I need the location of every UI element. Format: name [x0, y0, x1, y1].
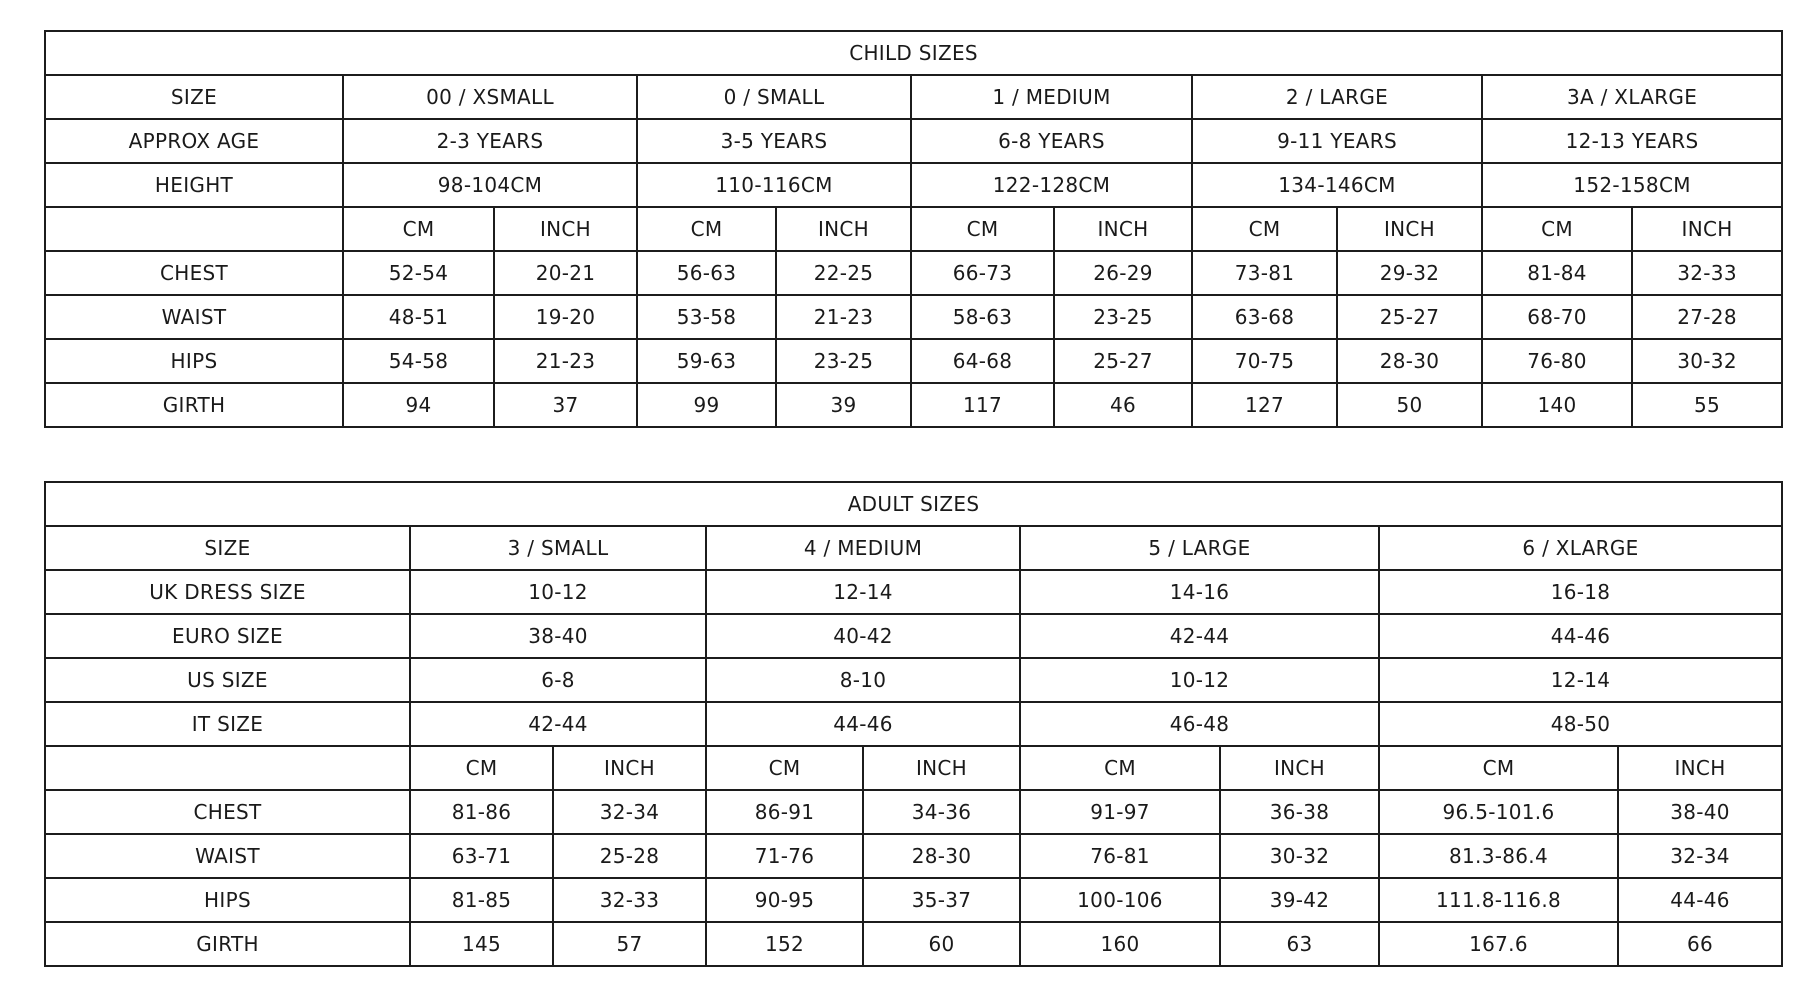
measure-cell: 145: [410, 922, 553, 966]
unit-inch-header: INCH: [1054, 207, 1192, 251]
info-cell: 38-40: [410, 614, 706, 658]
size-header: 0 / SMALL: [637, 75, 911, 119]
info-cell: 152-158CM: [1482, 163, 1782, 207]
measure-cell: 25-27: [1337, 295, 1482, 339]
row-label: CHEST: [45, 790, 410, 834]
measure-cell: 54-58: [343, 339, 494, 383]
measure-cell: 29-32: [1337, 251, 1482, 295]
measure-cell: 52-54: [343, 251, 494, 295]
measure-cell: 28-30: [1337, 339, 1482, 383]
measure-cell: 38-40: [1618, 790, 1782, 834]
measure-cell: 20-21: [494, 251, 637, 295]
measure-cell: 76-81: [1020, 834, 1220, 878]
measure-cell: 59-63: [637, 339, 776, 383]
measure-cell: 70-75: [1192, 339, 1337, 383]
unit-inch-header: INCH: [1220, 746, 1379, 790]
measure-cell: 25-28: [553, 834, 706, 878]
unit-cm-header: CM: [911, 207, 1054, 251]
row-label: GIRTH: [45, 922, 410, 966]
measure-cell: 58-63: [911, 295, 1054, 339]
measure-cell: 48-51: [343, 295, 494, 339]
unit-cm-header: CM: [1482, 207, 1632, 251]
unit-cm-header: CM: [637, 207, 776, 251]
measure-cell: 23-25: [776, 339, 911, 383]
size-header: 1 / MEDIUM: [911, 75, 1192, 119]
measure-cell: 71-76: [706, 834, 863, 878]
measure-cell: 46: [1054, 383, 1192, 427]
info-cell: 42-44: [1020, 614, 1379, 658]
measure-cell: 100-106: [1020, 878, 1220, 922]
info-cell: 44-46: [1379, 614, 1782, 658]
measure-cell: 81-84: [1482, 251, 1632, 295]
measure-cell: 21-23: [494, 339, 637, 383]
measure-row: [45, 295, 1782, 339]
row-label: CHEST: [45, 251, 343, 295]
measure-cell: 28-30: [863, 834, 1020, 878]
measure-cell: 81-85: [410, 878, 553, 922]
info-cell: 14-16: [1020, 570, 1379, 614]
table-title-row: [45, 31, 1782, 75]
table-title: ADULT SIZES: [45, 482, 1782, 526]
info-cell: 134-146CM: [1192, 163, 1482, 207]
measure-cell: 117: [911, 383, 1054, 427]
measure-cell: 32-33: [553, 878, 706, 922]
measure-cell: 39: [776, 383, 911, 427]
info-cell: 6-8: [410, 658, 706, 702]
unit-inch-header: INCH: [1618, 746, 1782, 790]
unit-inch-header: INCH: [1632, 207, 1782, 251]
measure-cell: 140: [1482, 383, 1632, 427]
measure-cell: 56-63: [637, 251, 776, 295]
measure-cell: 68-70: [1482, 295, 1632, 339]
measure-cell: 111.8-116.8: [1379, 878, 1618, 922]
unit-cm-header: CM: [1379, 746, 1618, 790]
measure-cell: 81-86: [410, 790, 553, 834]
info-row: [45, 614, 1782, 658]
measure-cell: 19-20: [494, 295, 637, 339]
size-row: [45, 526, 1782, 570]
unit-cm-header: CM: [1020, 746, 1220, 790]
measure-row: [45, 251, 1782, 295]
child-sizes-table: [44, 30, 1783, 428]
measure-cell: 86-91: [706, 790, 863, 834]
measure-row: [45, 834, 1782, 878]
size-row: [45, 75, 1782, 119]
measure-cell: 90-95: [706, 878, 863, 922]
measure-cell: 27-28: [1632, 295, 1782, 339]
measure-cell: 94: [343, 383, 494, 427]
measure-cell: 152: [706, 922, 863, 966]
info-cell: 3-5 YEARS: [637, 119, 911, 163]
info-cell: 8-10: [706, 658, 1020, 702]
row-label: SIZE: [45, 75, 343, 119]
unit-cm-header: CM: [410, 746, 553, 790]
info-cell: 12-13 YEARS: [1482, 119, 1782, 163]
size-header: 00 / XSMALL: [343, 75, 637, 119]
info-cell: 42-44: [410, 702, 706, 746]
info-cell: 9-11 YEARS: [1192, 119, 1482, 163]
measure-row: [45, 922, 1782, 966]
measure-cell: 30-32: [1220, 834, 1379, 878]
unit-inch-header: INCH: [494, 207, 637, 251]
measure-cell: 35-37: [863, 878, 1020, 922]
measure-cell: 44-46: [1618, 878, 1782, 922]
info-cell: 46-48: [1020, 702, 1379, 746]
measure-cell: 25-27: [1054, 339, 1192, 383]
size-header: 6 / XLARGE: [1379, 526, 1782, 570]
size-header: 3A / XLARGE: [1482, 75, 1782, 119]
row-label: SIZE: [45, 526, 410, 570]
size-header: 2 / LARGE: [1192, 75, 1482, 119]
row-label: GIRTH: [45, 383, 343, 427]
row-label: US SIZE: [45, 658, 410, 702]
row-label: HIPS: [45, 339, 343, 383]
measure-cell: 63-71: [410, 834, 553, 878]
unit-cm-header: CM: [1192, 207, 1337, 251]
measure-cell: 22-25: [776, 251, 911, 295]
measure-cell: 50: [1337, 383, 1482, 427]
size-header: 4 / MEDIUM: [706, 526, 1020, 570]
info-row: [45, 702, 1782, 746]
size-header: 5 / LARGE: [1020, 526, 1379, 570]
info-cell: 40-42: [706, 614, 1020, 658]
measure-row: [45, 878, 1782, 922]
measure-cell: 81.3-86.4: [1379, 834, 1618, 878]
info-cell: 98-104CM: [343, 163, 637, 207]
unit-row: [45, 746, 1782, 790]
measure-cell: 26-29: [1054, 251, 1192, 295]
info-cell: 122-128CM: [911, 163, 1192, 207]
measure-cell: 21-23: [776, 295, 911, 339]
unit-inch-header: INCH: [776, 207, 911, 251]
measure-cell: 53-58: [637, 295, 776, 339]
adult-sizes-table: [44, 481, 1783, 967]
measure-cell: 63-68: [1192, 295, 1337, 339]
info-cell: 48-50: [1379, 702, 1782, 746]
measure-cell: 23-25: [1054, 295, 1192, 339]
measure-cell: 57: [553, 922, 706, 966]
measure-cell: 64-68: [911, 339, 1054, 383]
unit-inch-header: INCH: [863, 746, 1020, 790]
blank-cell: [45, 207, 343, 251]
row-label: WAIST: [45, 295, 343, 339]
row-label: APPROX AGE: [45, 119, 343, 163]
measure-cell: 63: [1220, 922, 1379, 966]
measure-cell: 32-34: [1618, 834, 1782, 878]
measure-cell: 73-81: [1192, 251, 1337, 295]
row-label: IT SIZE: [45, 702, 410, 746]
info-cell: 12-14: [706, 570, 1020, 614]
measure-cell: 127: [1192, 383, 1337, 427]
row-label: HEIGHT: [45, 163, 343, 207]
blank-cell: [45, 746, 410, 790]
info-cell: 10-12: [1020, 658, 1379, 702]
info-cell: 2-3 YEARS: [343, 119, 637, 163]
measure-cell: 39-42: [1220, 878, 1379, 922]
size-header: 3 / SMALL: [410, 526, 706, 570]
measure-cell: 55: [1632, 383, 1782, 427]
measure-cell: 32-33: [1632, 251, 1782, 295]
info-cell: 16-18: [1379, 570, 1782, 614]
info-row: [45, 163, 1782, 207]
info-cell: 10-12: [410, 570, 706, 614]
table-title: CHILD SIZES: [45, 31, 1782, 75]
measure-cell: 167.6: [1379, 922, 1618, 966]
measure-cell: 160: [1020, 922, 1220, 966]
measure-row: [45, 383, 1782, 427]
row-label: WAIST: [45, 834, 410, 878]
info-cell: 110-116CM: [637, 163, 911, 207]
table-title-row: [45, 482, 1782, 526]
measure-cell: 60: [863, 922, 1020, 966]
measure-cell: 66: [1618, 922, 1782, 966]
unit-cm-header: CM: [343, 207, 494, 251]
unit-cm-header: CM: [706, 746, 863, 790]
unit-inch-header: INCH: [553, 746, 706, 790]
info-cell: 12-14: [1379, 658, 1782, 702]
info-row: [45, 570, 1782, 614]
measure-row: [45, 790, 1782, 834]
unit-inch-header: INCH: [1337, 207, 1482, 251]
measure-row: [45, 339, 1782, 383]
measure-cell: 91-97: [1020, 790, 1220, 834]
row-label: HIPS: [45, 878, 410, 922]
measure-cell: 32-34: [553, 790, 706, 834]
measure-cell: 36-38: [1220, 790, 1379, 834]
info-cell: 6-8 YEARS: [911, 119, 1192, 163]
measure-cell: 37: [494, 383, 637, 427]
info-row: [45, 658, 1782, 702]
measure-cell: 76-80: [1482, 339, 1632, 383]
row-label: UK DRESS SIZE: [45, 570, 410, 614]
row-label: EURO SIZE: [45, 614, 410, 658]
measure-cell: 30-32: [1632, 339, 1782, 383]
measure-cell: 99: [637, 383, 776, 427]
measure-cell: 96.5-101.6: [1379, 790, 1618, 834]
measure-cell: 34-36: [863, 790, 1020, 834]
unit-row: [45, 207, 1782, 251]
info-row: [45, 119, 1782, 163]
measure-cell: 66-73: [911, 251, 1054, 295]
info-cell: 44-46: [706, 702, 1020, 746]
